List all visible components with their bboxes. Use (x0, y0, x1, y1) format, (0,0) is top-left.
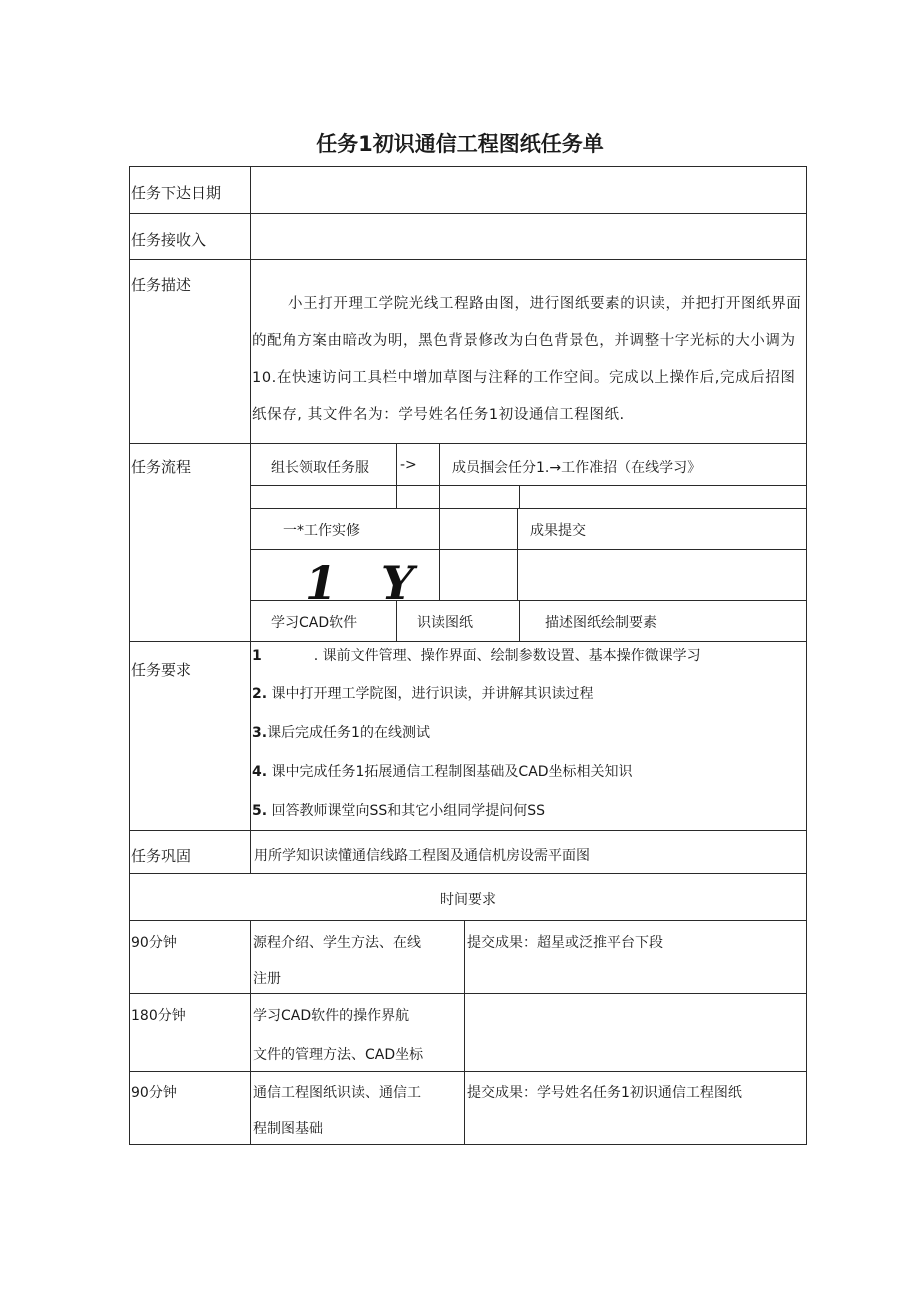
consolidate-text: 用所学知识读懂通信线路工程图及通信机房设需平面图 (254, 848, 590, 864)
time-duration: 90分钟 (131, 1085, 177, 1101)
flow-step-practice: 一*工作实修 (283, 523, 360, 539)
consolidate-label: 任务巩固 (131, 847, 192, 865)
time-content-line: 注册 (253, 971, 281, 987)
time-duration: 90分钟 (131, 935, 177, 951)
flow-arrow: -> (400, 457, 417, 473)
time-result: 提交成果：学号姓名任务1初识通信工程图纸 (467, 1085, 742, 1101)
receiver-label: 任务接收入 (131, 231, 207, 249)
time-result: 提交成果：超星或泛推平台下段 (467, 935, 663, 951)
page-title: 任务1初识通信工程图纸任务单 (316, 132, 604, 156)
time-duration: 180分钟 (131, 1008, 186, 1024)
time-content-line: 程制图基础 (253, 1121, 323, 1137)
flow-step-describe: 描述图纸绘制要素 (545, 615, 657, 631)
time-content-line: 通信工程图纸识读、通信工 (253, 1085, 421, 1101)
flow-step-submit: 成果提交 (530, 523, 586, 539)
task-description: 小王打开理工学院光线工程路由图，进行图纸要素的识读，并把打开图纸界面的配角方案由暗改为明，黑色背景修改为白色背景色，并调整十字光标的大小调为10.在快速访问工具栏中增加草图与注释的工作空间。完成以上操作后,完成后招图纸保存, 其文件名为：学号姓名任务1初设通信工程图纸. (252, 296, 802, 423)
description-label: 任务描述 (131, 276, 192, 294)
list-item: 5. 回答教师课堂向SS和其它小组同学提问何SS (252, 803, 546, 819)
list-item: 4. 课中完成任务1拓展通信工程制图基础及CAD坐标相关知识 (252, 764, 633, 780)
list-item: 3.课后完成任务1的在线测试 (252, 725, 430, 741)
time-requirements-header: 时间要求 (440, 892, 496, 908)
handwritten-mark: 1 Y (305, 556, 428, 610)
date-label: 任务下达日期 (131, 184, 222, 202)
flow-label: 任务流程 (131, 458, 192, 476)
time-content-line: 源程介绍、学生方法、在线 (253, 935, 421, 951)
time-content-line: 文件的管理方法、CAD坐标 (253, 1047, 424, 1063)
requirements-label: 任务要求 (131, 661, 192, 679)
time-content-line: 学习CAD软件的操作界航 (253, 1008, 410, 1024)
flow-step-members: 成员掴会任分1.→工作准招（在线学习》 (452, 460, 702, 476)
list-item: 1 . 课前文件管理、操作界面、绘制参数设置、基本操作微课学习 (252, 648, 701, 664)
flow-step-leader: 组长领取任务服 (271, 460, 369, 476)
flow-step-read: 识读图纸 (417, 615, 473, 631)
list-item: 2. 课中打开理工学院图，进行识读，并讲解其识读过程 (252, 686, 594, 702)
flow-step-cad: 学习CAD软件 (271, 615, 358, 631)
